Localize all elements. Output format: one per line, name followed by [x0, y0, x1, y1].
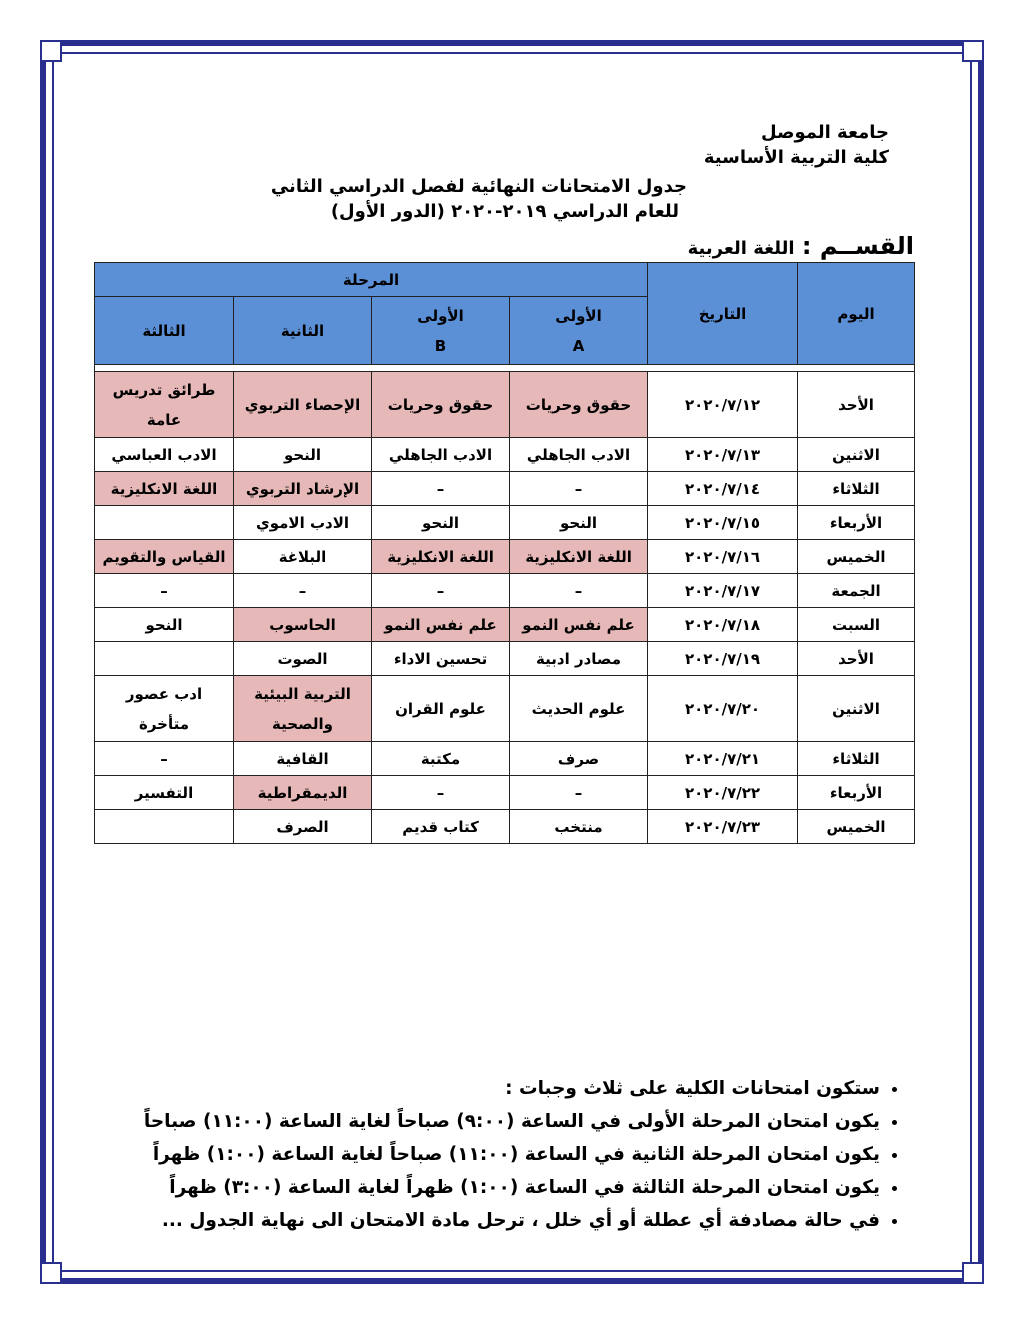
cell-day: الأربعاء — [798, 776, 915, 810]
cell-date: ٢٠٢٠/٧/١٤ — [648, 472, 798, 506]
cell-second: الإرشاد التربوي — [234, 472, 372, 506]
note-item: • يكون امتحان المرحلة الثالثة في الساعة (١:٠٠) ظهراً لغاية الساعة (٣:٠٠) ظهراً — [144, 1171, 880, 1204]
cell-a: – — [510, 574, 648, 608]
cell-day: الاثنين — [798, 676, 915, 742]
cell-second: القافية — [234, 742, 372, 776]
cell-date: ٢٠٢٠/٧/١٩ — [648, 642, 798, 676]
cell-third: طرائق تدريس عامة — [95, 372, 234, 438]
cell-a: النحو — [510, 506, 648, 540]
cell-day: الأربعاء — [798, 506, 915, 540]
table-row — [95, 776, 915, 810]
note-item: • ستكون امتحانات الكلية على ثلاث وجبات : — [144, 1072, 880, 1105]
cell-a: منتخب — [510, 810, 648, 844]
cell-day: الثلاثاء — [798, 472, 915, 506]
cell-date: ٢٠٢٠/٧/١٢ — [648, 372, 798, 438]
cell-day: الجمعة — [798, 574, 915, 608]
cell-b: علوم القران — [372, 676, 510, 742]
table-row — [95, 676, 915, 742]
cell-second: الصرف — [234, 810, 372, 844]
border-corner-top-left — [40, 40, 62, 62]
header-stage-third: الثالثة — [95, 297, 234, 365]
note-item: • يكون امتحان المرحلة الأولى في الساعة (٩:٠٠) صباحاً لغاية الساعة (١١:٠٠) صباحاً — [144, 1105, 880, 1138]
table-row — [95, 372, 915, 438]
exam-notes-list — [144, 1072, 904, 1237]
note-item: • في حالة مصادفة أي عطلة أو أي خلل ، ترحل مادة الامتحان الى نهاية الجدول ... — [144, 1204, 880, 1237]
cell-date: ٢٠٢٠/٧/٢١ — [648, 742, 798, 776]
cell-third: الادب العباسي — [95, 438, 234, 472]
cell-third: القياس والتقويم — [95, 540, 234, 574]
cell-second: – — [234, 574, 372, 608]
schedule-body — [95, 365, 915, 844]
cell-b: – — [372, 776, 510, 810]
cell-b: – — [372, 472, 510, 506]
cell-second: التربية البيئية والصحية — [234, 676, 372, 742]
department-value: اللغة العربية — [687, 238, 795, 259]
stage-first-a-label: الأولى — [555, 306, 602, 325]
cell-day: الخميس — [798, 540, 915, 574]
cell-date: ٢٠٢٠/٧/٢٢ — [648, 776, 798, 810]
cell-b: اللغة الانكليزية — [372, 540, 510, 574]
cell-third — [95, 642, 234, 676]
cell-b: – — [372, 574, 510, 608]
cell-second: الادب الاموي — [234, 506, 372, 540]
cell-third: – — [95, 742, 234, 776]
cell-b: كتاب قديم — [372, 810, 510, 844]
stage-first-a-group: A — [572, 336, 585, 355]
cell-second: البلاغة — [234, 540, 372, 574]
stage-first-b-group: B — [434, 336, 447, 355]
table-row — [95, 540, 915, 574]
table-row — [95, 642, 915, 676]
cell-a: اللغة الانكليزية — [510, 540, 648, 574]
table-row — [95, 574, 915, 608]
stage-first-b-label: الأولى — [417, 306, 464, 325]
schedule-subtitle: للعام الدراسي ٢٠١٩-٢٠٢٠ (الدور الأول) — [330, 201, 679, 222]
cell-date: ٢٠٢٠/٧/١٣ — [648, 438, 798, 472]
college-name: كلية التربية الأساسية — [703, 147, 889, 168]
cell-date: ٢٠٢٠/٧/١٨ — [648, 608, 798, 642]
department-line — [688, 232, 914, 260]
table-row — [95, 506, 915, 540]
cell-a: مصادر ادبية — [510, 642, 648, 676]
cell-third: ادب عصور متأخرة — [95, 676, 234, 742]
cell-a: – — [510, 776, 648, 810]
border-corner-bottom-right — [962, 1262, 984, 1284]
cell-b: علم نفس النمو — [372, 608, 510, 642]
cell-third: اللغة الانكليزية — [95, 472, 234, 506]
header-date: التاريخ — [648, 263, 798, 365]
cell-third: التفسير — [95, 776, 234, 810]
exam-schedule-table — [94, 262, 915, 844]
cell-day: الأحد — [798, 372, 915, 438]
border-corner-top-right — [962, 40, 984, 62]
cell-b: تحسين الاداء — [372, 642, 510, 676]
cell-second: الصوت — [234, 642, 372, 676]
cell-second: النحو — [234, 438, 372, 472]
cell-second: الحاسوب — [234, 608, 372, 642]
cell-second: الإحصاء التربوي — [234, 372, 372, 438]
header-stage-second: الثانية — [234, 297, 372, 365]
university-name: جامعة الموصل — [761, 122, 889, 143]
schedule-title: جدول الامتحانات النهائية لفصل الدراسي الثاني — [270, 176, 687, 197]
cell-day: الخميس — [798, 810, 915, 844]
cell-a: علوم الحديث — [510, 676, 648, 742]
cell-third: النحو — [95, 608, 234, 642]
department-label: القســم : — [801, 232, 914, 260]
cell-date: ٢٠٢٠/٧/١٥ — [648, 506, 798, 540]
cell-a: – — [510, 472, 648, 506]
cell-a: علم نفس النمو — [510, 608, 648, 642]
cell-day: السبت — [798, 608, 915, 642]
cell-date: ٢٠٢٠/٧/١٧ — [648, 574, 798, 608]
table-row — [95, 608, 915, 642]
cell-day: الثلاثاء — [798, 742, 915, 776]
cell-date: ٢٠٢٠/٧/١٦ — [648, 540, 798, 574]
cell-b: الادب الجاهلي — [372, 438, 510, 472]
header-stage-first-a — [510, 297, 648, 365]
header-stage: المرحلة — [95, 263, 648, 297]
cell-day: الأحد — [798, 642, 915, 676]
header-day: اليوم — [798, 263, 915, 365]
cell-day: الاثنين — [798, 438, 915, 472]
cell-date: ٢٠٢٠/٧/٢٣ — [648, 810, 798, 844]
header-spacer — [95, 365, 915, 372]
cell-b: النحو — [372, 506, 510, 540]
table-row — [95, 438, 915, 472]
cell-a: صرف — [510, 742, 648, 776]
cell-a: الادب الجاهلي — [510, 438, 648, 472]
header-stage-first-b — [372, 297, 510, 365]
cell-b: مكتبة — [372, 742, 510, 776]
cell-b: حقوق وحريات — [372, 372, 510, 438]
cell-third: – — [95, 574, 234, 608]
note-item: • يكون امتحان المرحلة الثانية في الساعة (١١:٠٠) صباحاً لغاية الساعة (١:٠٠) ظهراً — [144, 1138, 880, 1171]
cell-date: ٢٠٢٠/٧/٢٠ — [648, 676, 798, 742]
cell-third — [95, 810, 234, 844]
cell-third — [95, 506, 234, 540]
cell-second: الديمقراطية — [234, 776, 372, 810]
cell-a: حقوق وحريات — [510, 372, 648, 438]
table-row — [95, 742, 915, 776]
border-corner-bottom-left — [40, 1262, 62, 1284]
table-row — [95, 810, 915, 844]
table-row — [95, 472, 915, 506]
